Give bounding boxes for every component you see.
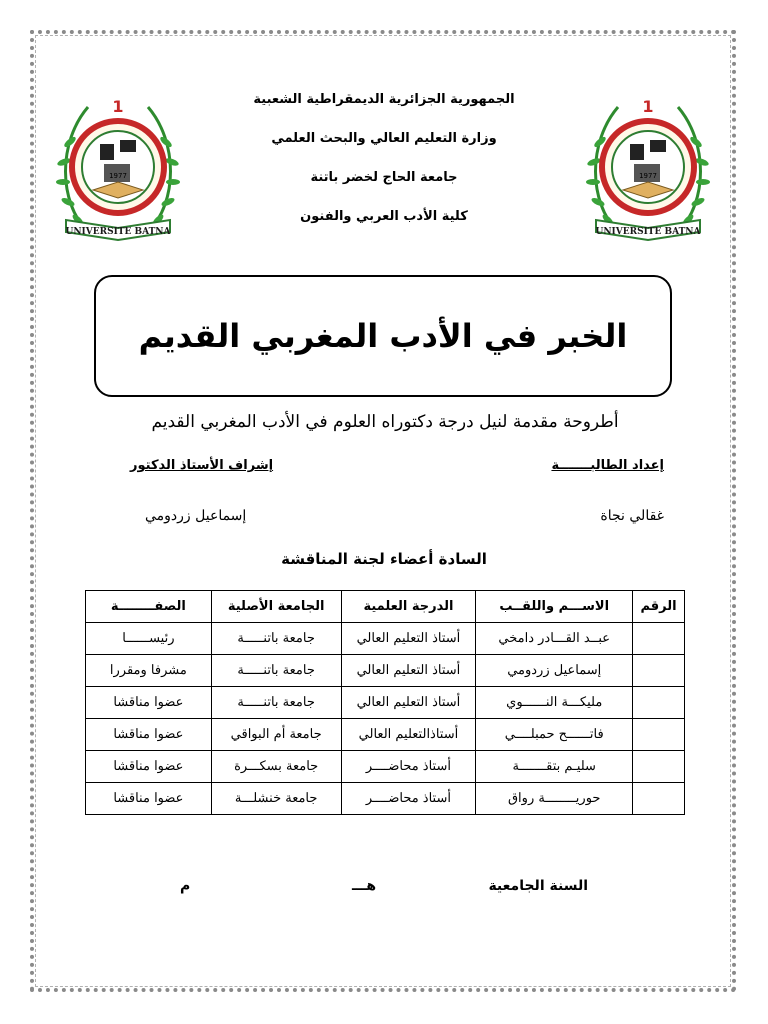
table-header-row (86, 591, 685, 623)
table-cell: أستاذ التعليم العالي (341, 655, 476, 687)
table-cell (633, 751, 685, 783)
logo-number-text: 1 (112, 97, 124, 116)
table-cell: سليـم بتقـــــــة (476, 751, 633, 783)
university-logo-left (48, 82, 188, 252)
column-header: الصفــــــــة (86, 591, 212, 623)
preparation-label: إعداد الطالبـــــــة (551, 458, 664, 473)
table-row (86, 783, 685, 815)
table-cell: جامعة أم البواقي (211, 719, 341, 751)
committee-heading: السادة أعضاء لجنة المناقشة (281, 550, 487, 568)
committee-table (85, 590, 685, 815)
supervision-label: إشراف الأستاذ الدكتور (130, 458, 274, 473)
logo-banner-text: UNIVERSITE BATNA (65, 227, 171, 237)
student-name: غقالي نجاة (600, 508, 664, 524)
institution-header (200, 90, 568, 246)
table-row (86, 655, 685, 687)
table-row (86, 719, 685, 751)
table-cell: مليكـــة النــــــوي (476, 687, 633, 719)
column-header: الاســـم واللقــب (476, 591, 633, 623)
republic-line: الجمهورية الجزائرية الديمقراطية الشعبية (253, 92, 515, 107)
table-cell: جامعة باتنـــــة (211, 687, 341, 719)
thesis-title: الخبر في الأدب المغربي القديم (138, 317, 628, 355)
table-cell (633, 719, 685, 751)
gregorian-year-marker: م (180, 878, 191, 894)
ministry-line: وزارة التعليم العالي والبحث العلمي (271, 131, 497, 146)
table-cell: أستاذ محاضــــر (341, 783, 476, 815)
table-cell: حوريــــــــة رواق (476, 783, 633, 815)
column-header: الجامعة الأصلية (211, 591, 341, 623)
academic-year-label: السنة الجامعية (488, 878, 588, 894)
table-cell: مشرفا ومقررا (86, 655, 212, 687)
table-cell: أستاذالتعليم العالي (341, 719, 476, 751)
table-row (86, 623, 685, 655)
table-cell: عضوا مناقشا (86, 687, 212, 719)
university-logo-right (578, 82, 718, 252)
hijri-year-marker: هـــ (352, 878, 377, 894)
thesis-title-box (94, 275, 672, 397)
table-cell (633, 655, 685, 687)
thesis-subtitle: أطروحة مقدمة لنيل درجة دكتوراه العلوم في الأدب المغربي القديم (151, 412, 619, 432)
table-cell: جامعة بسكـــرة (211, 751, 341, 783)
logo-number-text: 1 (642, 97, 654, 116)
column-header: الدرجة العلمية (341, 591, 476, 623)
table-row (86, 687, 685, 719)
table-cell: أستاذ التعليم العالي (341, 623, 476, 655)
table-cell: جامعة باتنـــــة (211, 623, 341, 655)
university-line: جامعة الحاج لخضر باتنة (310, 170, 458, 185)
logo-year-text: 1977 (639, 172, 657, 180)
table-cell (633, 687, 685, 719)
table-cell: جامعة باتنـــــة (211, 655, 341, 687)
table-cell (633, 623, 685, 655)
table-cell: فاتــــــح حمبلــــي (476, 719, 633, 751)
logo-banner-text: UNIVERSITE BATNA (595, 227, 701, 237)
table-cell: إسماعيل زردومي (476, 655, 633, 687)
table-cell: أستاذ التعليم العالي (341, 687, 476, 719)
table-cell: رئيســــــا (86, 623, 212, 655)
table-cell: عبــد القـــادر دامخي (476, 623, 633, 655)
table-cell: عضوا مناقشا (86, 783, 212, 815)
logo-year-text: 1977 (109, 172, 127, 180)
supervisor-name: إسماعيل زردومي (145, 508, 247, 524)
faculty-line: كلية الأدب العربي والفنون (300, 209, 468, 224)
table-cell: جامعة خنشلـــة (211, 783, 341, 815)
table-cell (633, 783, 685, 815)
column-header: الرقم (633, 591, 685, 623)
table-cell: أستاذ محاضــــر (341, 751, 476, 783)
table-cell: عضوا مناقشا (86, 751, 212, 783)
table-cell: عضوا مناقشا (86, 719, 212, 751)
table-row (86, 751, 685, 783)
